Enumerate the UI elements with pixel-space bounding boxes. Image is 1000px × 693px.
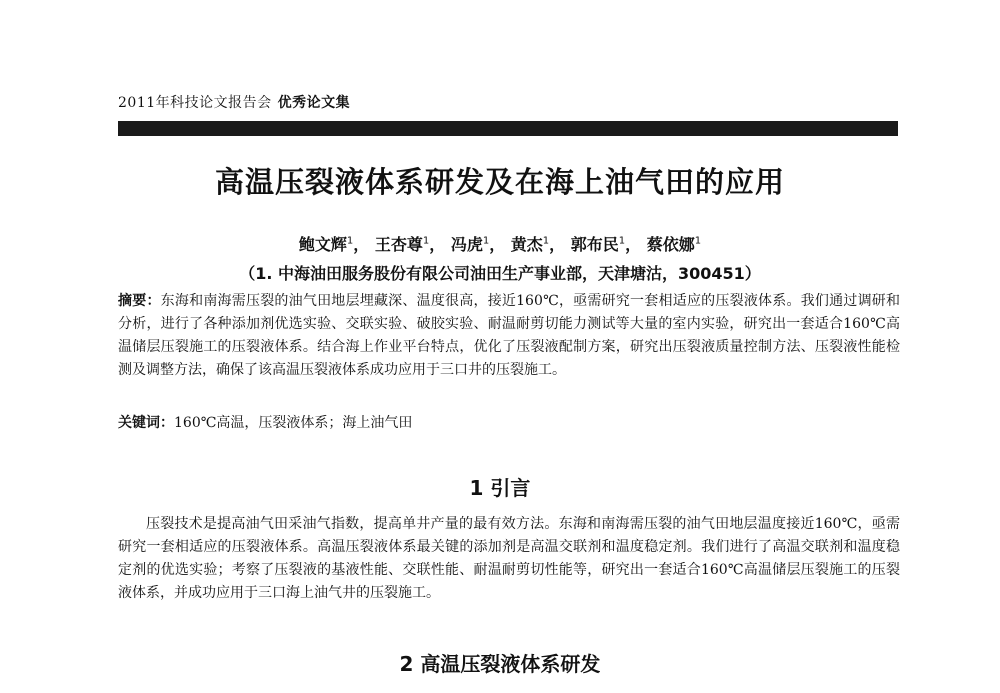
author: 鲍文辉$^1$ bbox=[298, 235, 354, 254]
keywords bbox=[118, 412, 900, 432]
keywords-label: 关键词： bbox=[118, 415, 174, 431]
paper-title: 高温压裂液体系研发及在海上油气田的应用 bbox=[214, 165, 785, 199]
affiliation: （1. 中海油田服务股份有限公司油田生产事业部，天津塘沽，300451） bbox=[239, 264, 761, 283]
abstract-label: 摘要： bbox=[118, 293, 161, 309]
conference-name: 2011年科技论文报告会 bbox=[118, 95, 272, 111]
author: 郭布民$^1$ bbox=[570, 235, 626, 254]
author: 蔡依娜$^1$ bbox=[646, 235, 702, 254]
author: 冯虎$^1$ bbox=[450, 235, 490, 254]
header-rule bbox=[118, 121, 898, 136]
keywords-text: 160℃高温，压裂液体系；海上油气田 bbox=[174, 415, 413, 431]
author-list: 鲍文辉$^1$， 王杏尊$^1$， 冯虎$^1$， 黄杰$^1$， 郭布民$^1$， 蔡依娜$^1$ bbox=[298, 235, 702, 254]
abstract-text: 东海和南海需压裂的油气田地层埋藏深、温度很高，接近160℃，亟需研究一套相适应的压裂液体系。我们通过调研和分析，进行了各种添加剂优选实验、交联实验、破胶实验、耐温耐剪切能力测试等大量的室内实验，研究出一套适合160℃高温储层压裂施工的压裂液体系。结合海上作业平台特点，优化了压裂液配制方案，研究出压裂液质量控制方法、压裂液性能检测及调整方法，确保了该高温压裂液体系成功应用于三口井的压裂施工。 bbox=[118, 293, 901, 378]
running-header bbox=[118, 92, 350, 112]
section-heading-2: 2 高温压裂液体系研发 bbox=[399, 652, 601, 676]
author: 黄杰$^1$ bbox=[510, 235, 550, 254]
section-heading-1: 1 引言 bbox=[469, 476, 531, 500]
author: 王杏尊$^1$ bbox=[374, 235, 430, 254]
collection-name: 优秀论文集 bbox=[277, 95, 351, 111]
section-1-paragraph: 压裂技术是提高油气田采油气指数，提高单井产量的最有效方法。东海和南海需压裂的油气田地层温度接近160℃，亟需研究一套相适应的压裂液体系。高温压裂液体系最关键的添加剂是高温交联剂和温度稳定剂。我们进行了高温交联剂和温度稳定剂的优选实验；考察了压裂液的基液性能、交联性能、耐温耐剪切性能等，研究出一套适合160℃高温储层压裂施工的压裂液体系，并成功应用于三口海上油气井的压裂施工。 bbox=[118, 516, 900, 601]
abstract bbox=[118, 290, 900, 382]
